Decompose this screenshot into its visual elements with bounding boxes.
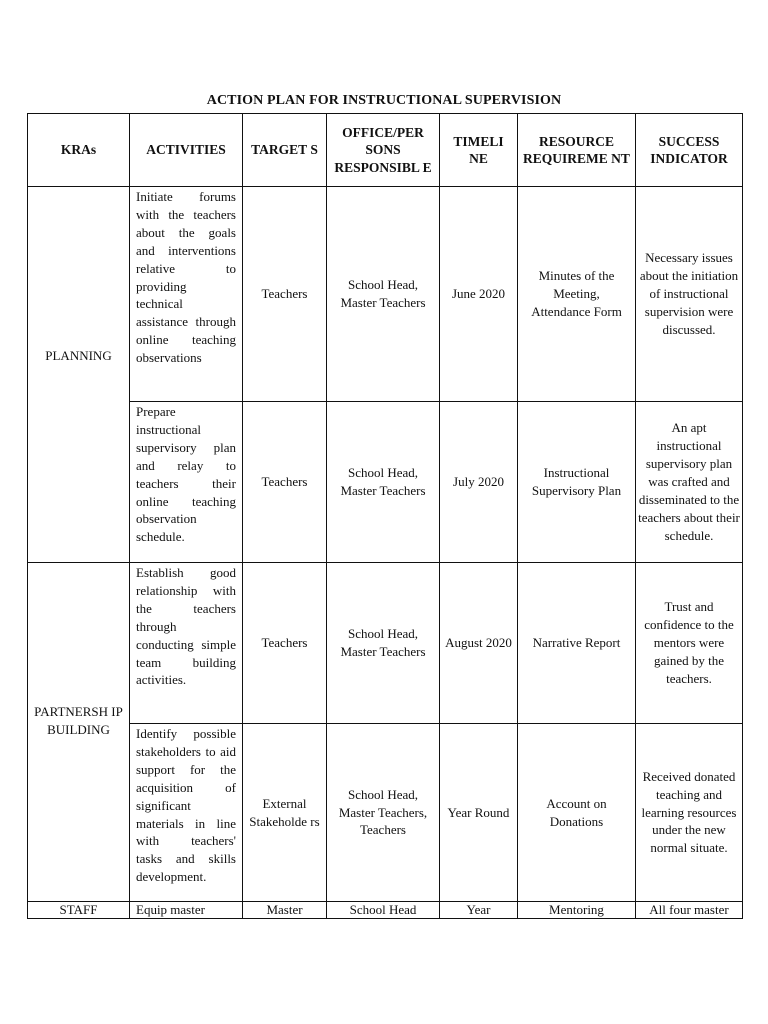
kra-staff: STAFF	[28, 902, 130, 919]
resource-cell: Minutes of the Meeting, Attendance Form	[518, 187, 636, 402]
table-row	[28, 402, 743, 563]
table-row	[28, 187, 743, 402]
success-cell: Received donated teaching and learning resources under the new normal situate.	[636, 724, 743, 902]
success-cell: Trust and confidence to the mentors were gained by the teachers.	[636, 563, 743, 724]
header-success: SUCCESS INDICATOR	[636, 114, 743, 187]
success-cell: An apt instructional supervisory plan was crafted and disseminated to the teachers about their schedule.	[636, 402, 743, 563]
timeline-cell: Year Round	[440, 724, 518, 902]
activity-cell: Identify possible stakeholders to aid support for the acquisition of significant materials in line with teachers' tasks and skills development.	[130, 724, 243, 902]
activity-cell: Initiate forums with the teachers about the goals and interventions relative to providing technical assistance through online teaching observations	[130, 187, 243, 402]
target-cell: Teachers	[243, 402, 327, 563]
header-activities: ACTIVITIES	[130, 114, 243, 187]
header-kras: KRAs	[28, 114, 130, 187]
timeline-cell: August 2020	[440, 563, 518, 724]
activity-cell: Establish good relationship with the teachers through conducting simple team building activities.	[130, 563, 243, 724]
activity-cell: Equip master	[130, 902, 243, 919]
kra-planning: PLANNING	[28, 187, 130, 563]
resource-cell: Instructional Supervisory Plan	[518, 402, 636, 563]
action-plan-table	[27, 113, 743, 919]
target-cell: Teachers	[243, 187, 327, 402]
office-cell: School Head	[327, 902, 440, 919]
office-cell: School Head, Master Teachers	[327, 187, 440, 402]
success-cell: Necessary issues about the initiation of instructional supervision were discussed.	[636, 187, 743, 402]
header-resource: RESOURCE REQUIREME NT	[518, 114, 636, 187]
timeline-cell: Year	[440, 902, 518, 919]
target-cell: External Stakeholde rs	[243, 724, 327, 902]
resource-cell: Mentoring	[518, 902, 636, 919]
resource-cell: Account on Donations	[518, 724, 636, 902]
target-cell: Master	[243, 902, 327, 919]
document-title: ACTION PLAN FOR INSTRUCTIONAL SUPERVISION	[206, 93, 562, 108]
header-row	[28, 114, 743, 187]
table-row	[28, 563, 743, 724]
header-office: OFFICE/PER SONS RESPONSIBL E	[327, 114, 440, 187]
kra-partnership-building: PARTNERSH IP BUILDING	[28, 563, 130, 902]
success-cell: All four master	[636, 902, 743, 919]
resource-cell: Narrative Report	[518, 563, 636, 724]
timeline-cell: June 2020	[440, 187, 518, 402]
activity-cell: Prepare instructional supervisory plan and relay to teachers their online teaching observation schedule.	[130, 402, 243, 563]
header-targets: TARGET S	[243, 114, 327, 187]
office-cell: School Head, Master Teachers, Teachers	[327, 724, 440, 902]
timeline-cell: July 2020	[440, 402, 518, 563]
table-row	[28, 724, 743, 902]
target-cell: Teachers	[243, 563, 327, 724]
table-row	[28, 902, 743, 919]
office-cell: School Head, Master Teachers	[327, 402, 440, 563]
header-timeline: TIMELI NE	[440, 114, 518, 187]
office-cell: School Head, Master Teachers	[327, 563, 440, 724]
